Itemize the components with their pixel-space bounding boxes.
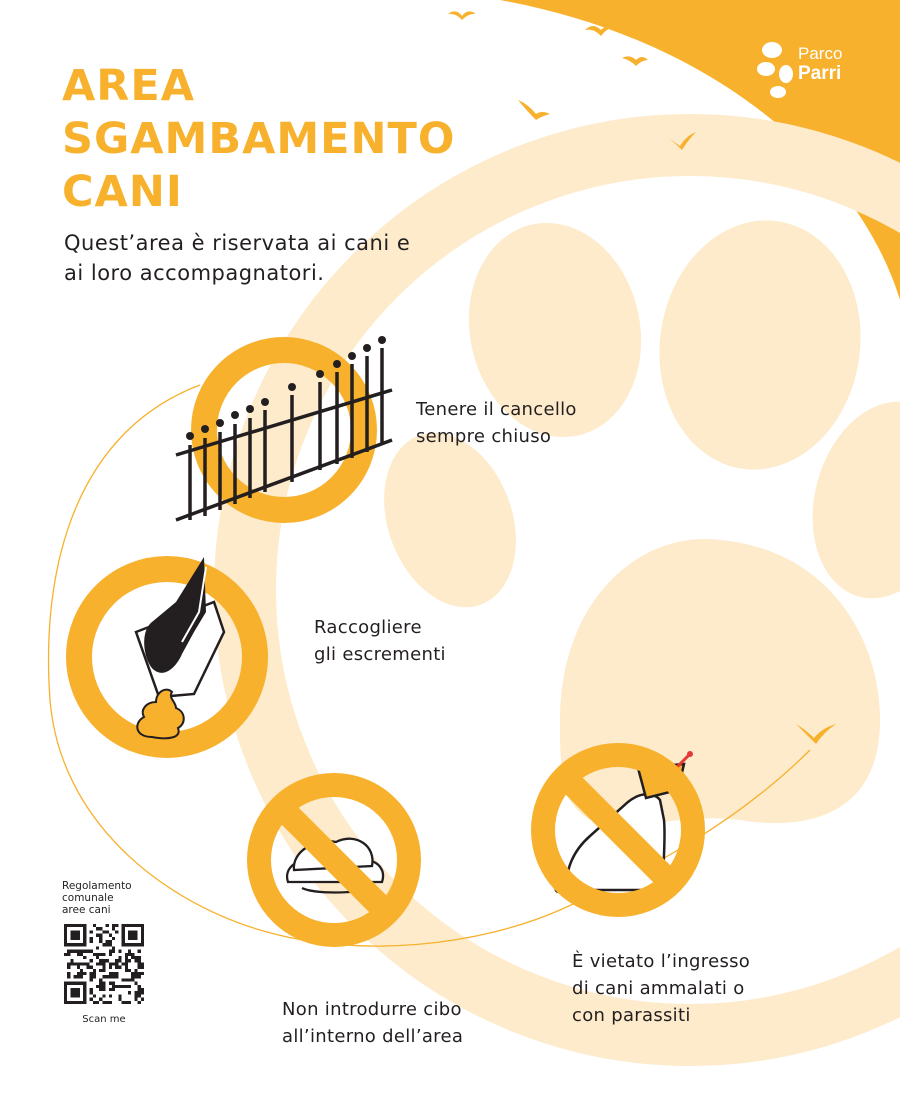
rule-gate-line2: sempre chiuso xyxy=(416,426,552,447)
rule-food-text xyxy=(282,996,463,1050)
rule-sick-line2: di cani ammalati o xyxy=(572,978,745,999)
no-sick-dogs-icon xyxy=(528,740,708,920)
title-line2: SGAMBAMENTO xyxy=(62,114,456,164)
rule-food-line1: Non introdurre cibo xyxy=(282,999,462,1020)
subtitle-line2: ai loro accompagnatori. xyxy=(64,261,325,285)
rule-gate-line1: Tenere il cancello xyxy=(416,399,577,420)
qr-caption xyxy=(58,880,150,916)
title-line1: AREA xyxy=(62,61,196,111)
qr-caption-line3: aree cani xyxy=(62,904,111,916)
logo-line1: Parco xyxy=(798,44,843,63)
rule-waste-text xyxy=(314,614,446,668)
rule-sick-line1: È vietato l’ingresso xyxy=(572,951,751,972)
page-subtitle xyxy=(64,228,410,288)
paw-logo-icon xyxy=(752,34,796,104)
pick-up-waste-icon xyxy=(64,552,274,762)
qr-caption-line2: comunale xyxy=(62,892,114,904)
rule-waste-line2: gli escrementi xyxy=(314,644,446,665)
rule-gate-text xyxy=(416,396,577,450)
rule-sick-dogs-text xyxy=(572,948,750,1029)
logo-line2: Parri xyxy=(798,63,842,84)
subtitle-line1: Quest’area è riservata ai cani e xyxy=(64,231,411,255)
rule-food-line2: all’interno dell’area xyxy=(282,1026,464,1047)
gate-icon xyxy=(172,330,402,535)
qr-scan-label: Scan me xyxy=(82,1014,126,1025)
title-line3: CANI xyxy=(62,167,183,217)
qr-caption-line1: Regolamento xyxy=(62,880,132,892)
no-food-icon xyxy=(244,770,424,950)
qr-code[interactable] xyxy=(64,924,144,1004)
rule-waste-line1: Raccogliere xyxy=(314,617,422,638)
page-title xyxy=(62,60,455,219)
qr-block xyxy=(58,880,150,1025)
rule-sick-line3: con parassiti xyxy=(572,1005,691,1026)
parco-parri-logo xyxy=(752,34,872,114)
